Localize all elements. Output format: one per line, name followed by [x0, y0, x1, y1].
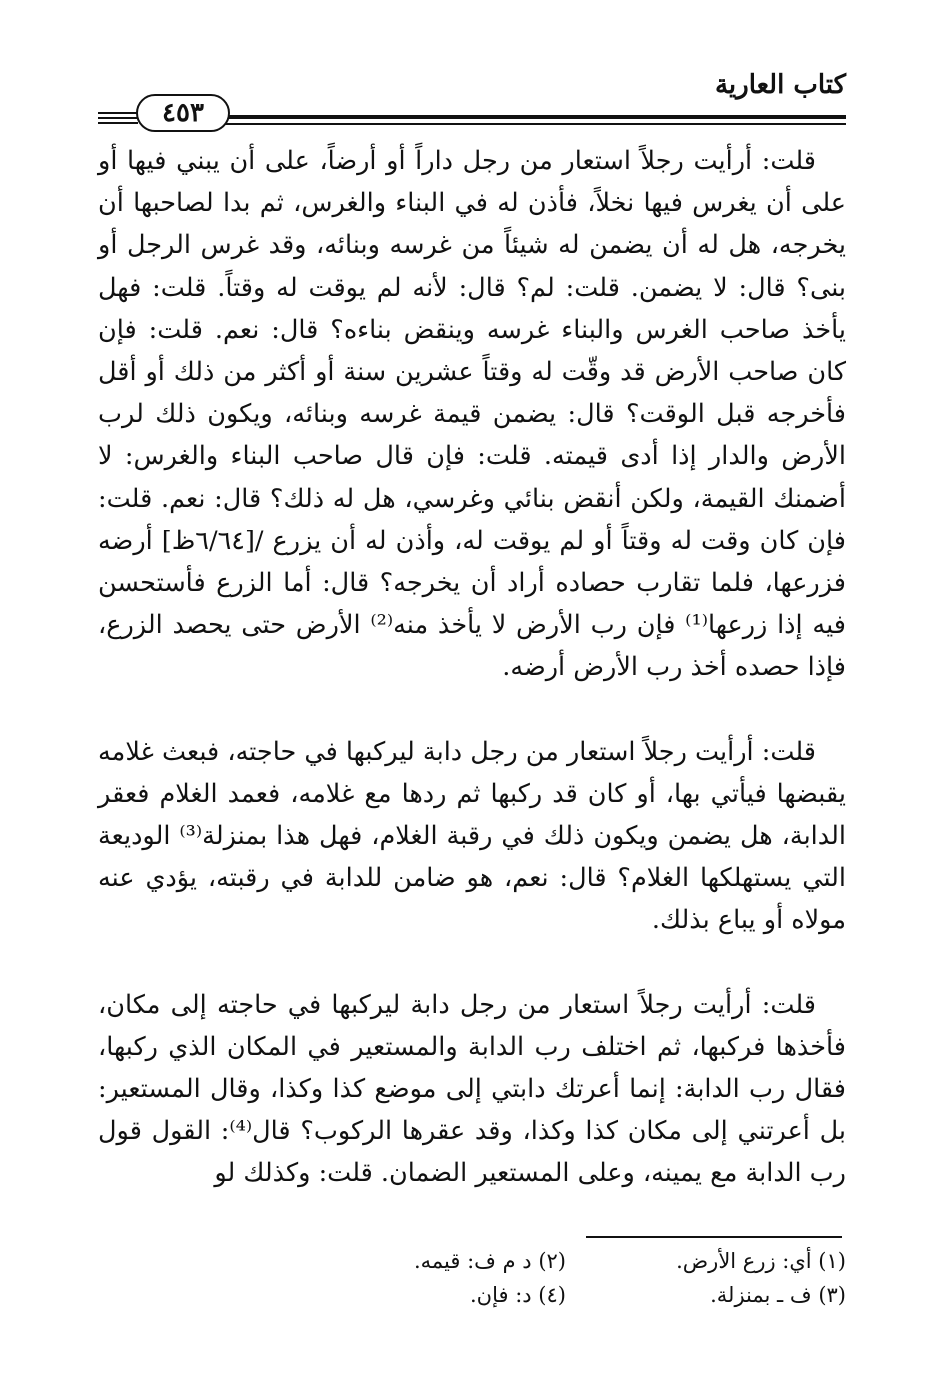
page-number-badge: [136, 94, 230, 132]
footnote-4: (٤) د: فإن.: [470, 1283, 566, 1307]
footnote-2: (٢) د م ف: قيمه.: [413, 1249, 566, 1273]
header-rule-thick: [222, 115, 846, 119]
paragraph: قلت: أرأيت رجلاً استعار من رجل دابة ليركبها في حاجته إلى مكان، فأخذها فركبها، ثم اختلف رب الدابة والمستعير في المكان الذي ركبها، فقال رب الدابة: إنما أعرتك دابتي إلى موضع كذا وكذا، وقال المستعير: بل أعرتني إلى مكان كذا وكذا، وقد عقرها الركوب؟ قال⁽⁴⁾: القول قول رب الدابة مع يمينه، وعلى المستعير الضمان. قلت: وكذلك لو: [98, 989, 846, 1189]
header-rule-left: [98, 112, 138, 114]
paragraph: قلت: أرأيت رجلاً استعار من رجل دابة ليركبها في حاجته، فبعث غلامه يقبضها فيأتي بها، أو كان قد ركبها ثم ردها مع غلامه، فعمد الغلام فعقر الدابة، هل يضمن ويكون ذلك في رقبة الغلام، فهل هذا بمنزلة⁽³⁾ الوديعة التي يستهلكها الغلام؟ قال: نعم، هو ضامن للدابة في رقبته، يؤدي عنه مولاه أو يباع بذلك.: [98, 736, 846, 936]
main-text: [98, 140, 846, 1195]
header-rule-thin: [222, 123, 846, 125]
header-rule-left: [98, 117, 138, 119]
footnote-3: (٣) ف ـ بمنزلة.: [710, 1283, 846, 1307]
header-rule-left: [98, 122, 138, 124]
footnote-row: [98, 1278, 846, 1312]
running-header-title: كتاب العارية: [714, 70, 846, 100]
footnote-1: (١) أي: زرع الأرض.: [676, 1249, 846, 1273]
footnote-separator: [586, 1236, 842, 1238]
footnote-row: [98, 1244, 846, 1278]
paragraph: قلت: أرأيت رجلاً استعار من رجل داراً أو أرضاً، على أن يبني فيها أو على أن يغرس فيها نخلاً، فأذن له في البناء والغرس، ثم بدا لصاحبها أن يخرجه، هل له أن يضمن له شيئاً من غرسه وبنائه، وقد غرس الرجل أو بنى؟ قال: لا يضمن. قلت: لم؟ قال: لأنه لم يوقت له وقتاً. قلت: فهل يأخذ صاحب الغرس والبناء غرسه وينقض بناءه؟ قال: نعم. قلت: فإن كان صاحب الأرض قد وقّت له وقتاً عشرين سنة أو أكثر من ذلك أو أقل فأخرجه قبل الوقت؟ قال: يضمن قيمة غرسه وبنائه، ويكون ذلك لرب الأرض والدار إذا أدى قيمته. قلت: فإن قال صاحب البناء والغرس: لا أضمنك القيمة، ولكن أنقض بنائي وغرسي، هل له ذلك؟ قال: نعم. قلت: فإن كان وقت له وقتاً أو لم يوقت له، وأذن له أن يزرع /[٦/٦٤ظ] أرضه فزرعها، فلما تقارب حصاده أراد أن يخرجه؟ قال: أما الزرع فأستحسن فيه إذا زرعها⁽¹⁾ فإن رب الأرض لا يأخذ منه⁽²⁾ الأرض حتى يحصد الزرع، فإذا حصده أخذ رب الأرض أرضه.: [98, 146, 846, 683]
footnotes: [98, 1244, 846, 1312]
page-number: ٤٥٣: [162, 98, 204, 128]
